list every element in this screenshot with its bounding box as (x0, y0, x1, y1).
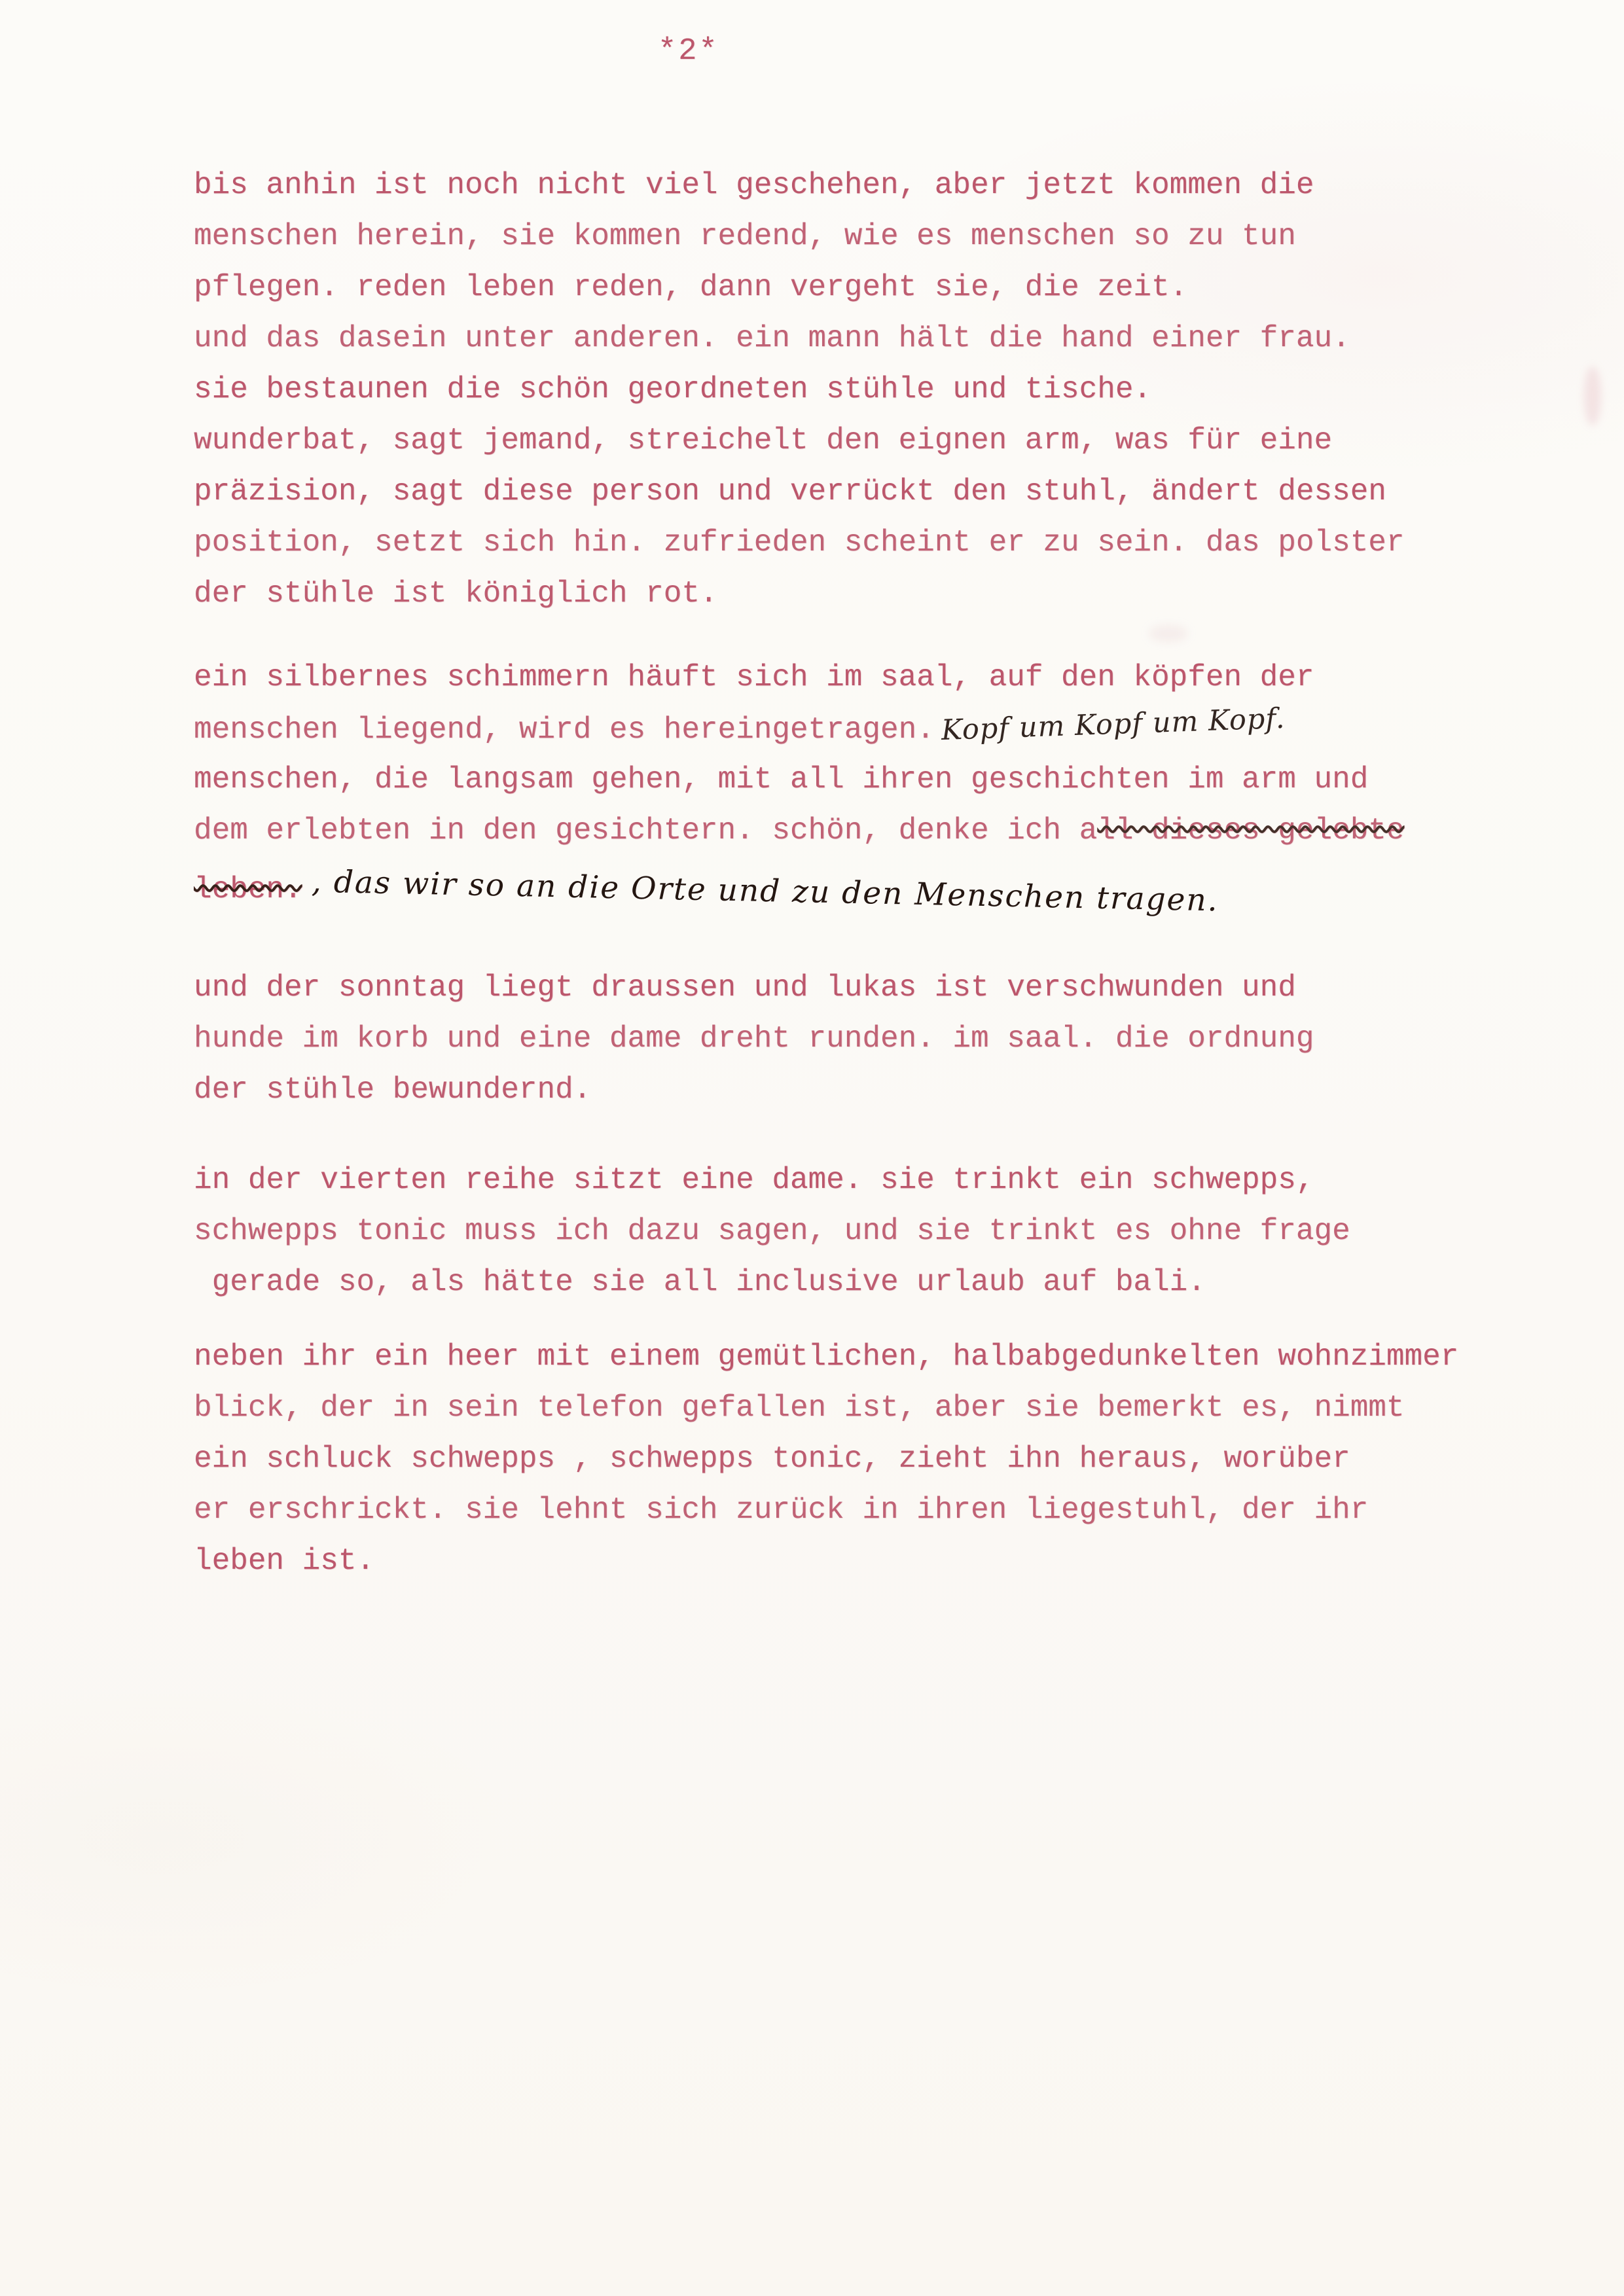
typed-text: menschen herein, sie kommen redend, wie es menschen so zu tun (194, 219, 1296, 253)
typed-text: neben ihr ein heer mit einem gemütlichen, halbabgedunkelten wohnzimmer (194, 1340, 1459, 1374)
text-line (194, 466, 1458, 517)
typed-text: menschen, die langsam gehen, mit all ihren geschichten im arm und (194, 762, 1369, 797)
typed-text: dem erlebten in den gesichtern. schön, denke ich a (194, 814, 1098, 848)
typewritten-text-block (194, 160, 1458, 1587)
text-line (194, 160, 1458, 211)
text-line (194, 1257, 1458, 1308)
typed-text: der stühle bewundernd. (194, 1073, 592, 1107)
text-line (194, 1331, 1458, 1382)
paragraph (194, 962, 1458, 1115)
text-line (194, 313, 1458, 364)
text-line (194, 1484, 1458, 1535)
typed-text: präzision, sagt diese person und verrückt den stuhl, ändert dessen (194, 475, 1386, 509)
text-line (194, 415, 1458, 466)
text-line (194, 568, 1458, 619)
typed-text: der stühle ist königlich rot. (194, 577, 718, 611)
text-line (194, 1206, 1458, 1257)
text-line (194, 1064, 1458, 1115)
typed-text: leben ist. (194, 1544, 375, 1578)
text-line (194, 703, 1458, 754)
paragraph (194, 1155, 1458, 1308)
typed-text: sie bestaunen die schön geordneten stühle und tische. (194, 372, 1152, 406)
typed-text: ein schluck schwepps , schwepps tonic, zieht ihn heraus, worüber (194, 1442, 1350, 1476)
typed-text: position, setzt sich hin. zufrieden scheint er zu sein. das polster (194, 526, 1405, 560)
handwritten-annotation: , das wir so an die Orte und zu den Menschen tragen. (311, 863, 1219, 919)
typed-text: in der vierten reihe sitzt eine dame. sie trinkt ein schwepps, (194, 1163, 1314, 1197)
text-line (194, 805, 1458, 856)
typed-text: er erschrickt. sie lehnt sich zurück in ihren liegestuhl, der ihr (194, 1493, 1369, 1527)
paragraph (194, 1331, 1458, 1587)
text-line (194, 856, 1458, 925)
typed-text: schwepps tonic muss ich dazu sagen, und sie trinkt es ohne frage (194, 1214, 1350, 1248)
text-line (194, 754, 1458, 805)
typed-text: und das dasein unter anderen. ein mann hält die hand einer frau. (194, 321, 1350, 355)
paragraph (194, 160, 1458, 619)
text-line (194, 1155, 1458, 1206)
typed-text: hunde im korb und eine dame dreht runden. im saal. die ordnung (194, 1022, 1314, 1056)
text-line (194, 211, 1458, 262)
typed-text: menschen liegend, wird es hereingetragen. (194, 713, 935, 747)
typed-text: bis anhin ist noch nicht viel geschehen, aber jetzt kommen die (194, 168, 1314, 202)
page-number: *2* (658, 34, 719, 69)
text-line (194, 364, 1458, 415)
struck-out-text: ll dieses gelebte (1097, 814, 1405, 848)
text-line (194, 962, 1458, 1013)
text-line (194, 1433, 1458, 1484)
typed-text: und der sonntag liegt draussen und lukas ist verschwunden und (194, 971, 1296, 1005)
paragraph (194, 652, 1458, 925)
text-line (194, 1013, 1458, 1064)
struck-out-text: leben. (194, 872, 302, 906)
typed-text: blick, der in sein telefon gefallen ist, aber sie bemerkt es, nimmt (194, 1391, 1405, 1425)
text-line (194, 517, 1458, 568)
typed-text: ein silbernes schimmern häuft sich im saal, auf den köpfen der (194, 660, 1314, 694)
text-line (194, 262, 1458, 313)
typed-text: gerade so, als hätte sie all inclusive urlaub auf bali. (194, 1265, 1206, 1299)
ink-smudge (1584, 367, 1601, 425)
text-line (194, 1535, 1458, 1587)
handwritten-annotation: Kopf um Kopf um Kopf. (940, 702, 1286, 747)
typed-text: wunderbat, sagt jemand, streichelt den eignen arm, was für eine (194, 423, 1333, 457)
typed-text: pflegen. reden leben reden, dann vergeht sie, die zeit. (194, 270, 1188, 304)
text-line (194, 1382, 1458, 1433)
